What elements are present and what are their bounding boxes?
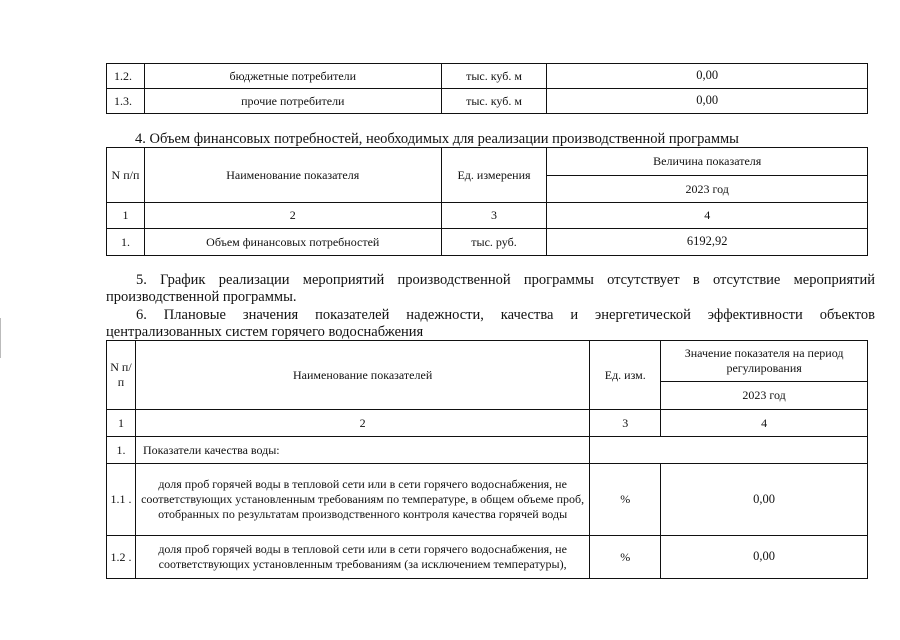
consumers-table (106, 63, 868, 114)
header-name: Наименование показателей (135, 341, 589, 410)
value: 0,00 (661, 536, 868, 579)
index-cell: 1 (107, 203, 145, 229)
header-num: N п/п (107, 148, 145, 203)
index-cell: 1 (107, 410, 136, 437)
index-row (107, 410, 868, 437)
header-unit: Ед. изм. (590, 341, 661, 410)
unit: % (590, 536, 661, 579)
unit: тыс. куб. м (441, 64, 547, 89)
header-value-group: Величина показателя (547, 148, 868, 176)
unit: тыс. куб. м (441, 89, 547, 114)
financial-needs-table (106, 147, 868, 256)
indicator-name: доля проб горячей воды в тепловой сети или в сети горячего водоснабжения, не соответствующих установленным требованиям (за исключением температуры), (135, 536, 589, 579)
index-row (107, 203, 868, 229)
table-row (107, 536, 868, 579)
indicator-name: Объем финансовых потребностей (144, 229, 441, 256)
row-number: 1.3. (107, 89, 145, 114)
section-6-line-1: 6. Плановые значения показателей надежности, качества и энергетической эффективности объектов (136, 307, 875, 323)
header-row (107, 148, 868, 176)
value: 0,00 (661, 464, 868, 536)
header-unit: Ед. измерения (441, 148, 547, 203)
header-name: Наименование показателя (144, 148, 441, 203)
row-number: 1. (107, 437, 136, 464)
scan-edge-mark (0, 318, 1, 358)
section-5-paragraph (106, 272, 875, 306)
table-row (107, 464, 868, 536)
table-row (107, 89, 868, 114)
section-5-line-1: 5. График реализации мероприятий производственной программы отсутствует в отсутствие мероприятий (136, 272, 875, 288)
group-name: Показатели качества воды: (135, 437, 589, 464)
indicator-name: прочие потребители (144, 89, 441, 114)
row-number: 1.2 . (107, 536, 136, 579)
index-cell: 3 (441, 203, 547, 229)
value: 6192,92 (547, 229, 868, 256)
header-row (107, 341, 868, 382)
section-6-line-2: централизованных систем горячего водоснабжения (106, 324, 424, 340)
header-year: 2023 год (661, 382, 868, 410)
index-cell: 3 (590, 410, 661, 437)
index-cell: 4 (661, 410, 868, 437)
unit: % (590, 464, 661, 536)
section-6-paragraph (106, 307, 875, 341)
header-value-group: Значение показателя на период регулирования (661, 341, 868, 382)
indicator-name: доля проб горячей воды в тепловой сети или в сети горячего водоснабжения, не соответствующих установленным требованиям по температуре, в общем объеме проб, отобранных по результатам производственного контроля качества горячей воды (135, 464, 589, 536)
index-cell: 2 (135, 410, 589, 437)
group-row (107, 437, 868, 464)
empty-cell (590, 437, 868, 464)
table-row (107, 229, 868, 256)
quality-indicators-table (106, 340, 868, 579)
header-year: 2023 год (547, 176, 868, 203)
row-number: 1.2. (107, 64, 145, 89)
value: 0,00 (547, 64, 868, 89)
row-number: 1. (107, 229, 145, 256)
row-number: 1.1 . (107, 464, 136, 536)
table-row (107, 64, 868, 89)
section-4-heading: 4. Объем финансовых потребностей, необходимых для реализации производственной программы (135, 131, 739, 147)
index-cell: 4 (547, 203, 868, 229)
section-5-line-2: производственной программы. (106, 289, 297, 305)
indicator-name: бюджетные потребители (144, 64, 441, 89)
index-cell: 2 (144, 203, 441, 229)
unit: тыс. руб. (441, 229, 547, 256)
header-num: N п/п (107, 341, 136, 410)
value: 0,00 (547, 89, 868, 114)
